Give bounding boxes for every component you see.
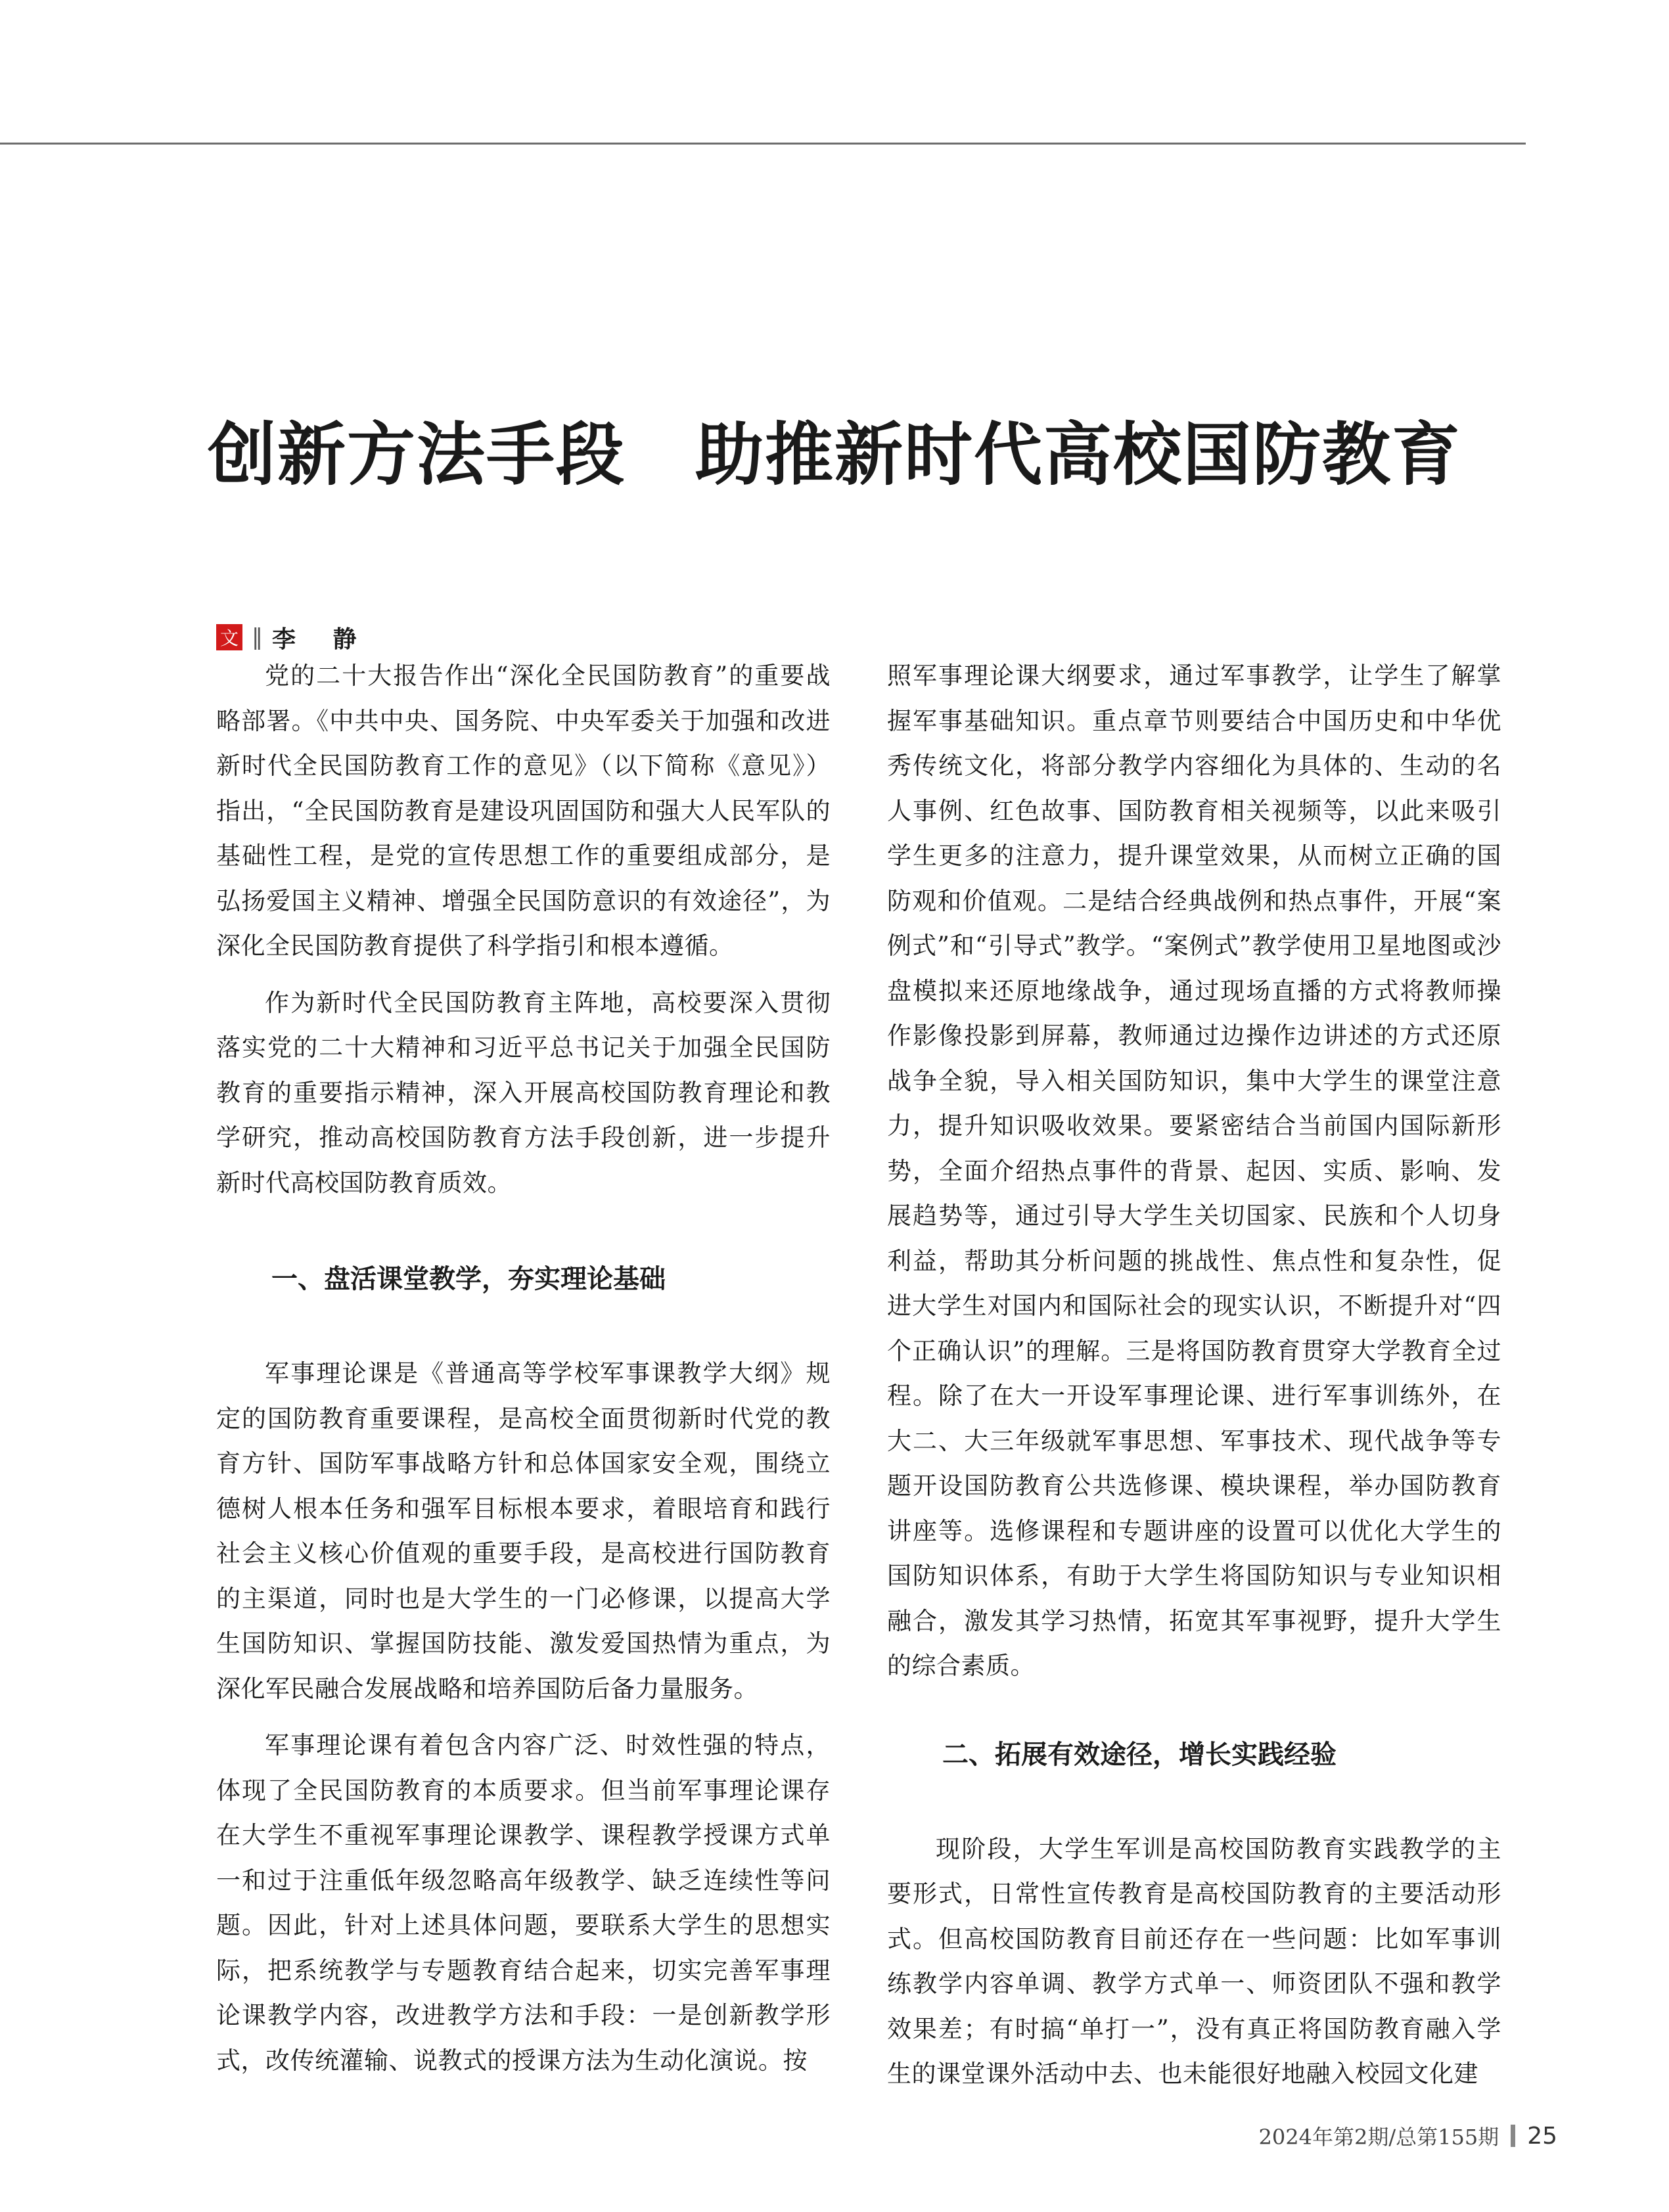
byline-mark: 文	[216, 624, 242, 650]
byline	[216, 624, 371, 653]
page-footer	[1259, 2121, 1557, 2151]
article-title: 创新方法手段 助推新时代高校国防教育	[207, 415, 1461, 495]
header-rule	[0, 143, 1526, 145]
footer-divider	[1511, 2125, 1515, 2147]
section-heading: 一、盘活课堂教学，夯实理论基础	[271, 1264, 666, 1294]
paragraph: 照军事理论课大纲要求，通过军事教学，让学生了解掌握军事基础知识。重点章节则要结合中国历史和中华优秀传统文化，将部分教学内容细化为具体的、生动的名人事例、红色故事、国防教育相关视频等，以此来吸引学生更多的注意力，提升课堂效果，从而树立正确的国防观和价值观。二是结合经典战例和热点事件，开展“案例式”和“引导式”教学。“案例式”教学使用卫星地图或沙盘模拟来还原地缘战争，通过现场直播的方式将教师操作影像投影到屏幕，教师通过边操作边讲述的方式还原战争全貌，导入相关国防知识，集中大学生的课堂注意力，提升知识吸收效果。要紧密结合当前国内国际新形势，全面介绍热点事件的背景、起因、实质、影响、发展趋势等，通过引导大学生关切国家、民族和个人切身利益，帮助其分析问题的挑战性、焦点性和复杂性，促进大学生对国内和国际社会的现实认识，不断提升对“四个正确认识”的理解。三是将国防教育贯穿大学教育全过程。除了在大一开设军事理论课、进行军事训练外，在大二、大三年级就军事思想、军事技术、现代战争等专题开设国防教育公共选修课、模块课程，举办国防教育讲座等。选修课程和专题讲座的设置可以优化大学生的国防知识体系，有助于大学生将国防知识与专业知识相融合，激发其学习热情，拓宽其军事视野，提升大学生的综合素质。	[887, 662, 1501, 1680]
left-column	[216, 654, 831, 2075]
byline-separator: ‖	[252, 624, 263, 650]
paragraph: 现阶段，大学生军训是高校国防教育实践教学的主要形式，日常性宣传教育是高校国防教育的主要活动形式。但高校国防教育目前还存在一些问题：比如军事训练教学内容单调、教学方式单一、师资团队不强和教学效果差；有时搞“单打一”，没有真正将国防教育融入学生的课堂课外活动中去、也未能很好地融入校园文化建	[887, 1834, 1501, 2088]
paragraph: 党的二十大报告作出“深化全民国防教育”的重要战略部署。《中共中央、国务院、中央军委关于加强和改进新时代全民国防教育工作的意见》（以下简称《意见》）指出，“全民国防教育是建设巩固国防和强大人民军队的基础性工程，是党的宣传思想工作的重要组成部分，是弘扬爱国主义精神、增强全民国防意识的有效途径”，为深化全民国防教育提供了科学指引和根本遵循。	[216, 662, 831, 960]
section-heading: 二、拓展有效途径，增长实践经验	[942, 1739, 1337, 1770]
page-number: 25	[1527, 2122, 1557, 2150]
right-column	[887, 654, 1501, 2088]
author-name: 李 静	[272, 625, 371, 653]
paragraph: 军事理论课有着包含内容广泛、时效性强的特点，体现了全民国防教育的本质要求。但当前军事理论课存在大学生不重视军事理论课教学、课程教学授课方式单一和过于注重低年级忽略高年级教学、缺乏连续性等问题。因此，针对上述具体问题，要联系大学生的思想实际，把系统教学与专题教育结合起来，切实完善军事理论课教学内容，改进教学方法和手段：一是创新教学形式，改传统灌输、说教式的授课方法为生动化演说。按	[216, 1731, 831, 2075]
paragraph: 军事理论课是《普通高等学校军事课教学大纲》规定的国防教育重要课程，是高校全面贯彻新时代党的教育方针、国防军事战略方针和总体国家安全观，围绕立德树人根本任务和强军目标根本要求，着眼培育和践行社会主义核心价值观的重要手段，是高校进行国防教育的主渠道，同时也是大学生的一门必修课，以提高大学生国防知识、掌握国防技能、激发爱国热情为重点，为深化军民融合发展战略和培养国防后备力量服务。	[216, 1359, 831, 1703]
paragraph: 作为新时代全民国防教育主阵地，高校要深入贯彻落实党的二十大精神和习近平总书记关于加强全民国防教育的重要指示精神，深入开展高校国防教育理论和教学研究，推动高校国防教育方法手段创新，进一步提升新时代高校国防教育质效。	[216, 988, 831, 1197]
issue-info: 2024年第2期/总第155期	[1258, 2125, 1499, 2150]
